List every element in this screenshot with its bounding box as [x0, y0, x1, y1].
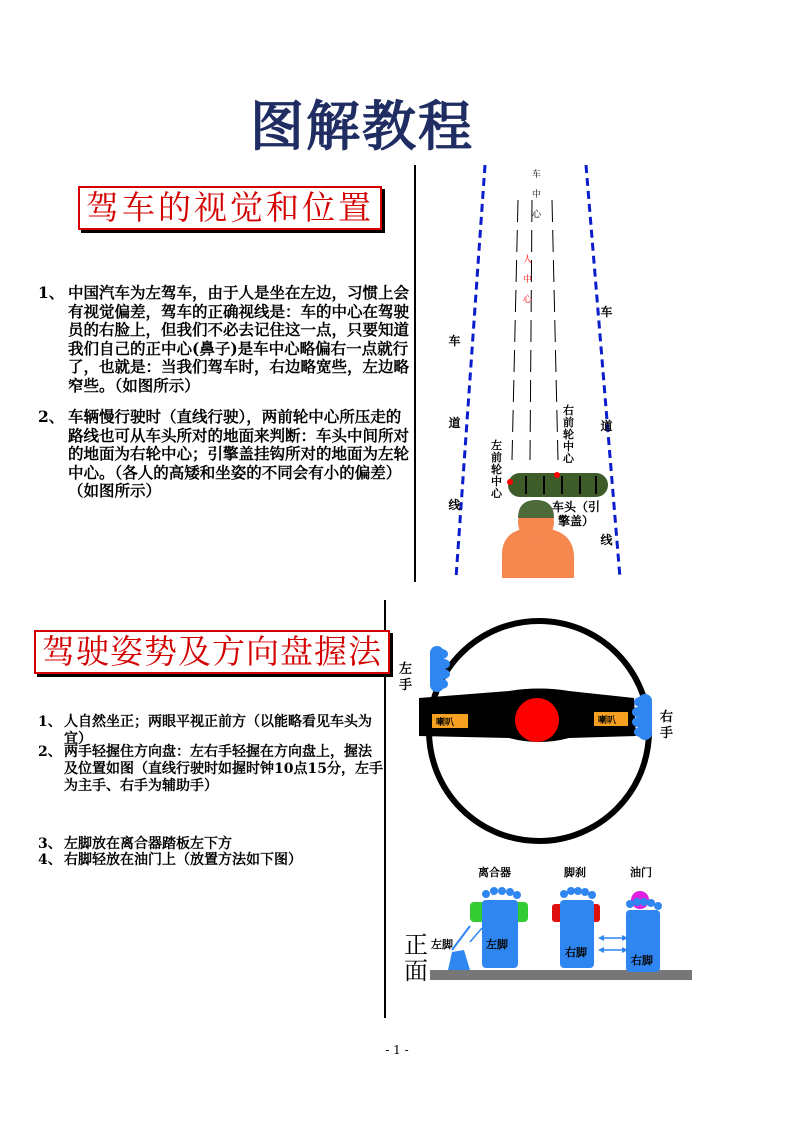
item-number: 4、	[38, 852, 62, 868]
car-center-label: 车中心	[531, 170, 541, 220]
person-center-line-right	[530, 200, 532, 460]
divider-top	[414, 165, 416, 582]
person-center-line-left	[512, 200, 518, 460]
brake-label: 脚刹	[564, 866, 586, 879]
section2-item-4	[38, 852, 378, 869]
hood-label: 车头（引擎盖）	[552, 500, 601, 528]
left-foot-label: 左脚	[486, 938, 508, 951]
person-hair	[518, 500, 554, 518]
left-foot-side-label: 左脚	[431, 938, 453, 951]
right-hand-label: 右手	[660, 710, 674, 741]
left-foot	[482, 900, 518, 968]
item-text: 右脚轻放在油门上（放置方法如下图）	[64, 852, 302, 868]
item-text: 左脚放在离合器踏板左下方	[64, 836, 232, 852]
item-number: 1、	[38, 714, 62, 730]
horn-label-left: 喇叭	[436, 718, 455, 728]
clutch-label: 离合器	[478, 866, 511, 879]
section2-heading: 驾驶姿势及方向盘握法	[34, 630, 390, 674]
item-text: 中国汽车为左驾车，由于人是坐在左边，习惯上会有视觉偏差，驾车的正确视线是：车的中心在驾驶员的右脸上，但我们不必去记住这一点，只要知道我们自己的正中心(鼻子)是车中心略偏右一点就行了，也就是：当我们驾车时，右边略宽些，左边略窄些。（如图所示）	[68, 283, 410, 395]
section1-item-1	[38, 284, 412, 395]
car-center-line	[552, 200, 558, 460]
item-text: 两手轻握住方向盘：左右手轻握在方向盘上，握法及位置如图（直线行驶时如握时钟10点15分，左手为主手、右手为辅助手）	[64, 744, 383, 794]
item-text: 车辆慢行驶时（直线行驶），两前轮中心所压走的路线也可从车头所对的地面来判断：车头中间所对的地面为右轮中心；引擎盖挂钩所对的地面为左轮中心。（各人的高矮和坐姿的不同会有小的偏差）（如图所示）	[68, 407, 410, 500]
right-wheel-label: 右前轮中心	[563, 404, 574, 465]
lane-label-right: 车道线	[600, 305, 613, 547]
left-wheel-marker	[507, 479, 513, 485]
left-foot-side	[448, 950, 470, 970]
item-number: 2、	[38, 744, 62, 760]
item-number: 1、	[38, 283, 65, 302]
page-title: 图解教程	[250, 94, 474, 158]
right-foot-throttle-label: 右脚	[631, 954, 653, 967]
section2-item-2	[38, 744, 384, 795]
horn-label-right: 喇叭	[598, 716, 617, 726]
lane-label-left: 车道线	[448, 334, 461, 512]
right-foot-brake-label: 右脚	[565, 946, 587, 959]
section1-item-2	[38, 408, 412, 501]
pedal-figure	[430, 880, 700, 985]
item-number: 2、	[38, 407, 65, 426]
steering-wheel-figure	[414, 606, 664, 856]
item-number: 3、	[38, 836, 62, 852]
section1-heading: 驾车的视觉和位置	[78, 186, 382, 230]
left-hand-label: 左手	[399, 662, 413, 693]
person-center-label: 人中心	[522, 255, 532, 305]
horn-button	[515, 698, 559, 742]
throttle-label: 油门	[630, 866, 652, 879]
front-view-label: 正面	[404, 931, 428, 985]
page-number: - 1 -	[385, 1043, 409, 1057]
left-wheel-label: 左前轮中心	[491, 439, 502, 500]
right-wheel-marker	[554, 472, 560, 478]
section2-item-1	[38, 714, 378, 748]
section2-item-3	[38, 836, 378, 853]
item-text: 人自然坐正；两眼平视正前方（以能略看见车头为宜）	[64, 714, 372, 747]
